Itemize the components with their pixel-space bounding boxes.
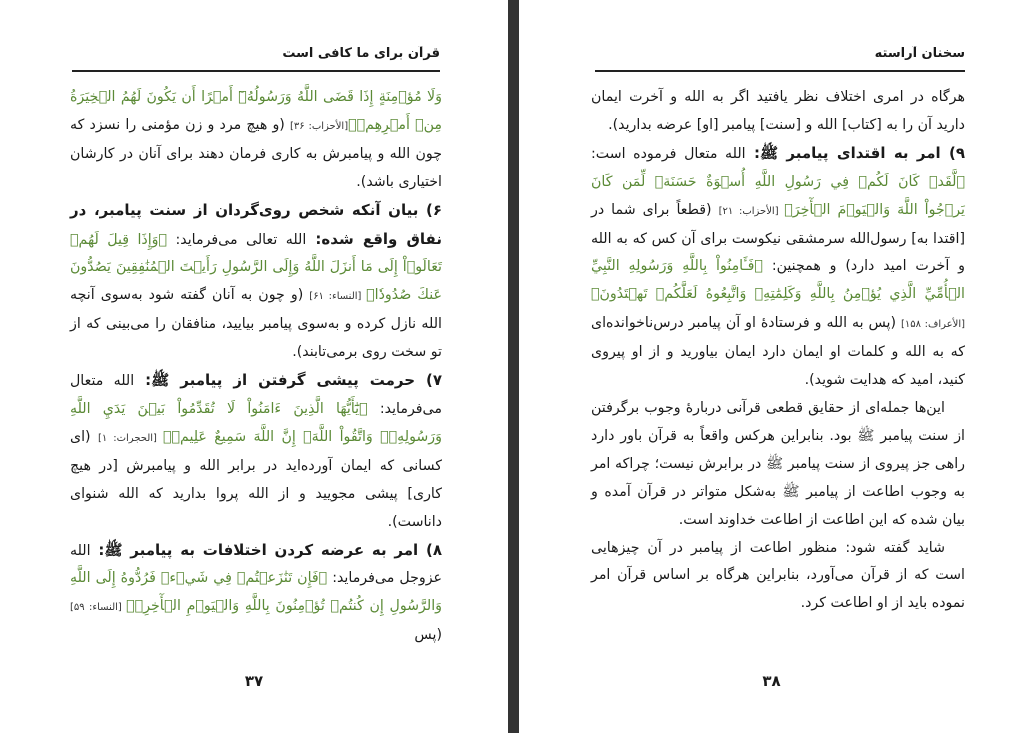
- paragraph: [591, 140, 965, 395]
- page-number: ۳۷: [244, 672, 264, 690]
- paragraph: [591, 395, 965, 535]
- paragraph: [70, 197, 442, 367]
- body-text: (قطعاً برای شما در [اقتدا به] رسول‌الله سرمشقی نیکوست برای آن کس که به الله و آخرت امید دارد) و همچنین:: [591, 201, 965, 275]
- quran-verse: ﴿فَإِن تَنَٰزَعۡتُمۡ فِي شَيۡءٖ فَرُدُّوهُ إِلَى اللَّهِ وَالرَّسُولِ إِن كُنتُمۡ تُؤۡمِنُونَ بِاللَّهِ وَالۡيَوۡمِ الۡأٓخِرِۚ﴾: [70, 570, 443, 615]
- body-text: الله تعالی می‌فرماید:: [167, 231, 307, 248]
- quran-verse: ﴿فَـَٔامِنُواْ بِاللَّهِ وَرَسُولِهِ النَّبِيِّ الۡأُمِّيِّ الَّذِي يُؤۡمِنُ بِاللَّهِ وَكَلِمَٰتِهِۦ وَاتَّبِعُوهُ لَعَلَّكُمۡ تَهۡتَدُونَ﴾: [591, 258, 965, 303]
- verse-reference: [الحجرات: ۱]: [97, 432, 163, 444]
- running-header: سخنان آراسته: [874, 46, 965, 61]
- paragraph: [591, 84, 965, 140]
- body-text: (پس: [414, 627, 442, 644]
- quran-verse: ﴿يَٰٓأَيُّهَا الَّذِينَ ءَامَنُواْ لَا تُقَدِّمُواْ بَيۡنَ يَدَيِ اللَّهِ وَرَسُولِهِۦۖ وَاتَّقُواْ اللَّهَۚ إِنَّ اللَّهَ سَمِيعٌ عَلِيمٞ﴾: [70, 400, 442, 445]
- verse-reference: [الأحزاب: ۲۱]: [718, 205, 785, 217]
- body-text: هرگاه در امری اختلاف نظر یافتید اگر به الله و آخرت ایمان دارید آن را به [کتاب] الله و [سنت] پیامبر [او] عرضه بدارید).: [591, 89, 965, 133]
- quran-verse: ﴿لَّقَدۡ كَانَ لَكُمۡ فِي رَسُولِ اللَّهِ أُسۡوَةٌ حَسَنَةٞ لِّمَن كَانَ يَرۡجُواْ اللَّهَ وَالۡيَوۡمَ الۡأٓخِرَ﴾: [591, 173, 965, 218]
- page-body: [591, 84, 965, 618]
- body-text: شاید گفته شود: منظور اطاعت از پیامبر در آن چیزهایی است که از قرآن می‌آورد، بنابراین هرگاه بر اساس قرآن امر نموده باید از او اطاعت کرد.: [591, 539, 965, 612]
- header-rule: [595, 70, 965, 72]
- quran-verse: وَلَا مُؤۡمِنَةٍ إِذَا قَضَى اللَّهُ وَرَسُولُهُۥٓ أَمۡرًا أَن يَكُونَ لَهُمُ الۡخِيَرَةُ مِنۡ أَمۡرِهِمۡ﴾: [70, 89, 442, 133]
- body-text: (و هیچ مرد و زن مؤمنی را نسزد که چون الله و پیامبرش به کاری فرمان دهند برای آنان در کارشان اختیاری باشد).: [70, 116, 442, 190]
- page-body: [70, 84, 442, 650]
- page-number: ۳۸: [762, 672, 781, 690]
- running-header: قرآن برای ما کافی است: [282, 46, 440, 61]
- body-text: این‌ها جمله‌ای از حقایق قطعی قرآنی دربارهٔ وجوب برگرفتن از سنت پیامبر ﷺ بود. بنابراین هرکس واقعاً به قرآن باور دارد راهی جز پیروی از سنت پیامبر ﷺ در برابرش نیست؛ چراکه امر به وجوب اطاعت از پیامبر ﷺ به‌شکل متواتر در قرآن آمده و بیان شده که این اطاعت از اطاعت خداوند است.: [591, 399, 965, 528]
- section-heading: ۷) حرمت پیشی گرفتن از پیامبر ﷺ:: [134, 371, 443, 390]
- right-page: [519, 0, 1024, 733]
- verse-reference: [الأعراف: ۱۵۸]: [900, 319, 966, 331]
- gutter: [508, 0, 519, 733]
- verse-reference: [الأحزاب: ۳۶]: [289, 120, 349, 132]
- body-text: الله متعال می‌فرماید:: [70, 373, 442, 417]
- paragraph: [70, 537, 442, 651]
- section-heading: ۶) بیان آنکه شخص روی‌گردان از سنت پیامبر، در نفاق واقع شده:: [70, 200, 442, 248]
- body-text: (ای کسانی که ایمان آورده‌اید در برابر الله و پیامبرش [در هیچ کاری] پیشی مجویید و از الله پروا بدارید که الله شنوای داناست).: [70, 428, 442, 530]
- section-heading: ۹) امر به اقتدای پیامبر ﷺ:: [745, 143, 965, 162]
- verse-reference: [النساء: ۶۱]: [309, 291, 367, 303]
- paragraph: [591, 535, 965, 619]
- paragraph: [70, 84, 442, 197]
- verse-reference: [النساء: ۵۹]: [70, 602, 127, 614]
- quran-verse: ﴿وَإِذَا قِيلَ لَهُمۡ تَعَالَوۡاْ إِلَى مَا أَنزَلَ اللَّهُ وَإِلَى الرَّسُولِ رَأَيۡتَ الۡمُنَٰفِقِينَ يَصُدُّونَ عَنكَ صُدُودٗا﴾: [70, 231, 442, 304]
- body-text: الله متعال فرموده است:: [591, 145, 746, 162]
- section-heading: ۸) امر به عرضه کردن اختلافات به پیامبر ﷺ:: [90, 540, 442, 559]
- body-text: (و چون به آنان گفته شود به‌سوی آنچه الله نازل کرده و به‌سوی پیامبر بیایید، منافقان را می‌بینی که از تو سخت روی برمی‌تابند).: [70, 287, 442, 361]
- paragraph: [70, 367, 442, 536]
- left-page: [0, 0, 508, 733]
- body-text: الله عزوجل می‌فرماید:: [70, 542, 442, 587]
- body-text: (پس به الله و فرستاده‌ٔ او آن پیامبر درس‌ناخوانده‌ای که به الله و کلمات او ایمان دارد ایمان بیاورید و از او پیروی کنید، امید که هدایت شوید).: [591, 315, 965, 389]
- header-rule: [72, 70, 440, 72]
